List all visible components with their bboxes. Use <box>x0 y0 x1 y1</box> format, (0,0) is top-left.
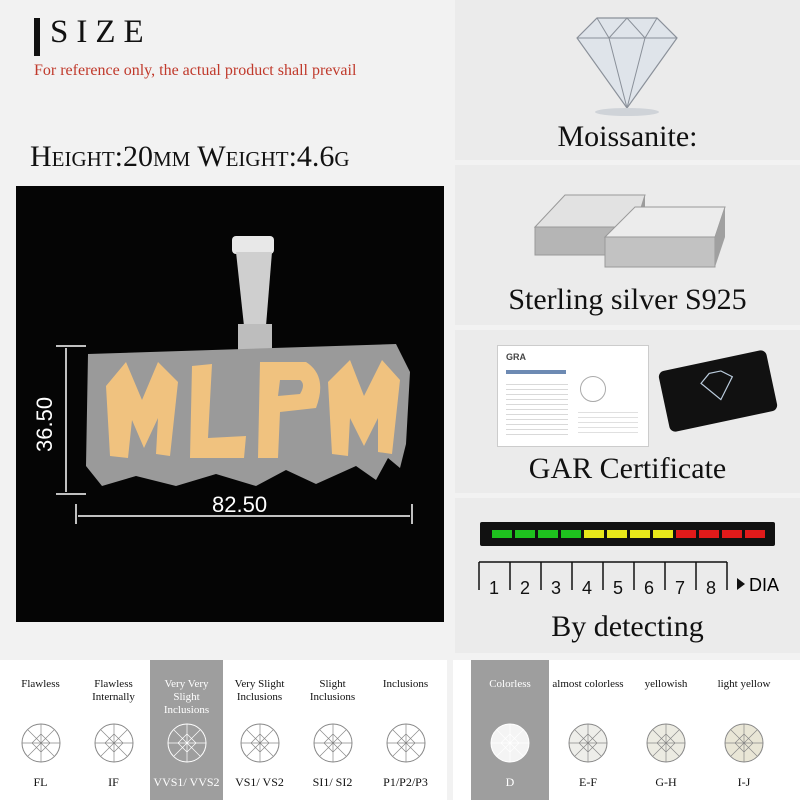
feature-certificate: GAR Certificate <box>528 452 727 485</box>
tester-led-bar <box>480 522 775 546</box>
clarity-column <box>223 660 296 800</box>
scale-number: 3 <box>551 578 562 598</box>
feature-silver: Sterling silver S925 <box>508 283 747 316</box>
diamond-icon <box>567 8 687 118</box>
scale-number: 7 <box>675 578 686 598</box>
silver-bar-icon <box>525 177 735 272</box>
bail-link <box>238 324 272 350</box>
bail-top <box>232 236 274 254</box>
clarity-grade: VS1/ VS2 <box>235 775 284 789</box>
clarity-column <box>150 660 223 800</box>
led-segment <box>653 530 673 538</box>
clarity-label: Very Slight Inclusions <box>234 678 285 703</box>
tester-panel <box>455 498 800 653</box>
gem-icon <box>166 722 208 767</box>
color-label: Colorless <box>489 678 531 690</box>
scale-number: 6 <box>644 578 655 598</box>
color-column <box>705 660 783 800</box>
color-column <box>549 660 627 800</box>
led-segment <box>538 530 558 538</box>
clarity-label: Flawless Internally <box>92 678 135 703</box>
gem-icon <box>723 722 765 767</box>
led-segment <box>492 530 512 538</box>
clarity-label: Very Very Slight Inclusions <box>163 678 210 716</box>
clarity-label: Flawless <box>21 678 60 690</box>
clarity-label: Slight Inclusions <box>309 678 356 703</box>
led-segment <box>699 530 719 538</box>
clarity-grade: SI1/ SI2 <box>312 775 353 789</box>
gem-icon <box>645 722 687 767</box>
color-grade: E-F <box>579 775 597 789</box>
certificate-icon <box>497 345 649 447</box>
scale-number: 8 <box>706 578 717 598</box>
color-grade: G-H <box>655 775 677 789</box>
led-segment <box>561 530 581 538</box>
clarity-grade: P1/P2/P3 <box>383 775 428 789</box>
product-image <box>16 186 444 622</box>
scale-number: 4 <box>582 578 593 598</box>
size-specs: Height:20mm Weight:4.6g <box>30 140 350 173</box>
scale-number: 1 <box>489 578 500 598</box>
tester-scale <box>475 560 785 602</box>
color-grade: I-J <box>737 775 751 789</box>
clarity-grade: FL <box>33 775 48 789</box>
color-grade: D <box>505 775 515 789</box>
led-segment <box>676 530 696 538</box>
clarity-table <box>0 660 447 800</box>
dia-label: DIA <box>749 575 780 595</box>
gem-icon <box>489 722 531 767</box>
gem-icon <box>312 722 354 767</box>
gem-icon <box>239 722 281 767</box>
gem-icon <box>93 722 135 767</box>
bail-body <box>236 252 272 326</box>
color-table <box>453 660 800 800</box>
silver-panel <box>455 165 800 325</box>
gem-icon <box>20 722 62 767</box>
led-segment <box>515 530 535 538</box>
color-label: almost colorless <box>552 678 624 690</box>
heading-bar <box>34 18 40 56</box>
led-segment <box>584 530 604 538</box>
width-dimension: 82.50 <box>212 492 268 517</box>
size-title: SIZE <box>50 14 152 50</box>
clarity-label: Inclusions <box>382 678 429 690</box>
clarity-grade: VVS1/ VVS2 <box>153 775 220 789</box>
height-dimension: 36.50 <box>32 396 57 452</box>
play-arrow-icon <box>737 578 745 590</box>
led-segment <box>607 530 627 538</box>
clarity-column <box>4 660 77 800</box>
color-label: yellowish <box>644 678 688 690</box>
color-column <box>471 660 549 800</box>
led-segment <box>630 530 650 538</box>
led-segment <box>722 530 742 538</box>
color-column <box>627 660 705 800</box>
reference-note: For reference only, the actual product shall prevail <box>34 62 357 79</box>
gem-icon <box>567 722 609 767</box>
certificate-brand: GRA <box>506 352 526 362</box>
clarity-column <box>369 660 442 800</box>
feature-moissanite: Moissanite: <box>557 120 698 153</box>
feature-detecting: By detecting <box>551 610 704 643</box>
color-label: light yellow <box>717 678 771 690</box>
gem-icon <box>385 722 427 767</box>
led-segment <box>745 530 765 538</box>
scale-number: 5 <box>613 578 624 598</box>
clarity-column <box>296 660 369 800</box>
certificate-panel <box>455 330 800 493</box>
clarity-grade: IF <box>108 775 119 789</box>
certificate-card <box>658 349 778 433</box>
clarity-column <box>77 660 150 800</box>
scale-number: 2 <box>520 578 531 598</box>
moissanite-panel <box>455 0 800 160</box>
